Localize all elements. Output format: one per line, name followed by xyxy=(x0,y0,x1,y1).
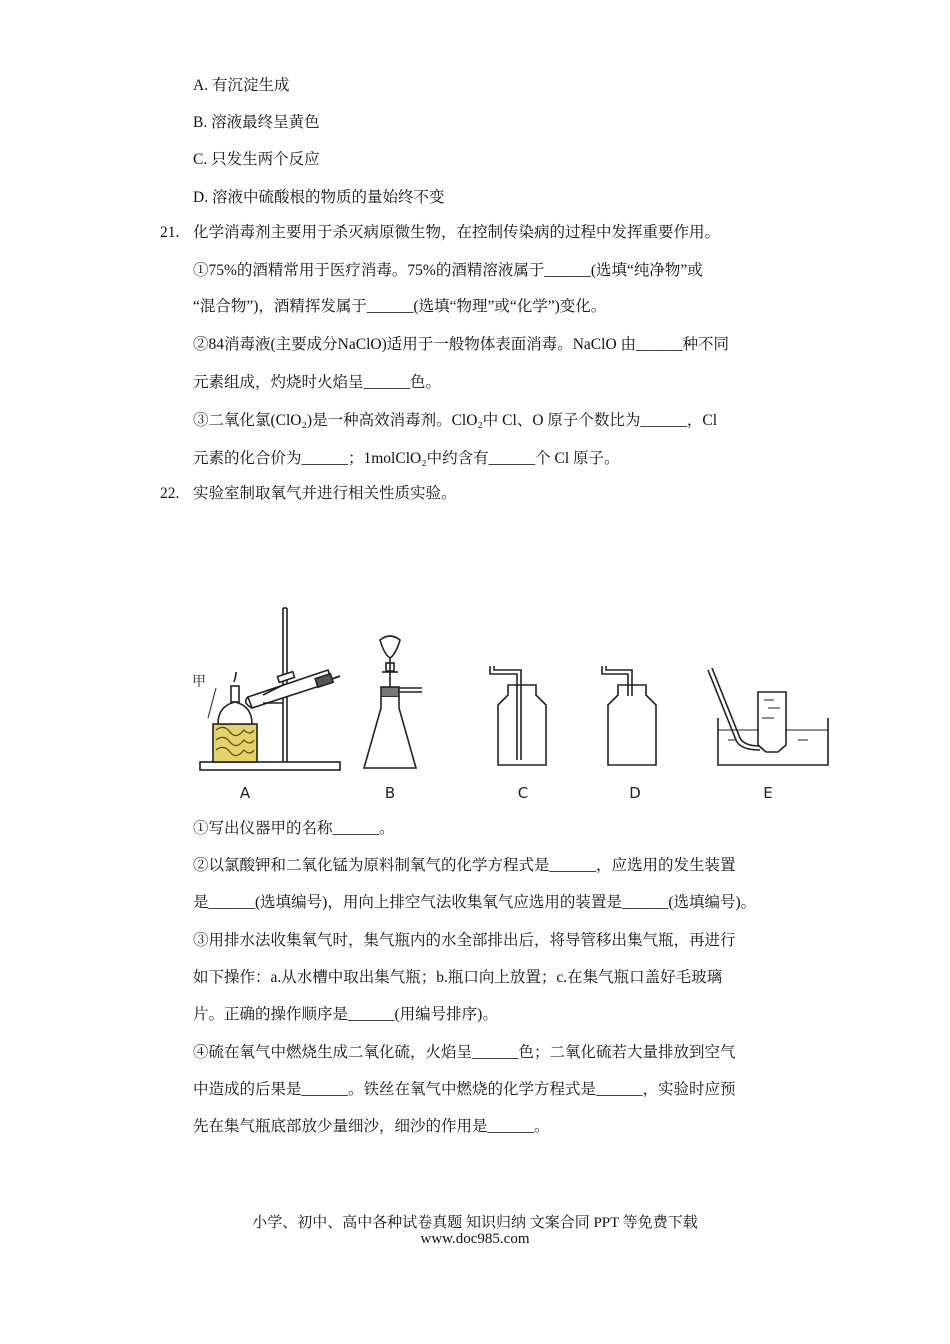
question-22-number: 22. xyxy=(160,485,180,502)
option-c: C. 只发生两个反应 xyxy=(193,151,320,168)
question-21-line: ③二氧化氯(ClO₂)是一种高效消毒剂。ClO₂中 Cl、O 原子个数比为______，Cl xyxy=(193,412,718,429)
apparatus-label: C xyxy=(517,784,529,802)
question-21-stem: 化学消毒剂主要用于杀灭病原微生物，在控制传染病的过程中发挥重要作用。 xyxy=(193,224,721,241)
footer-text: 小学、初中、高中各种试卷真题 知识归纳 文案合同 PPT 等免费下载 xyxy=(252,1215,698,1231)
apparatus-label: D xyxy=(629,784,641,802)
lab-apparatus-figure xyxy=(188,600,848,810)
question-22-line: ①写出仪器甲的名称______。 xyxy=(193,820,395,837)
question-22-line: 片。正确的操作顺序是______(用编号排序)。 xyxy=(193,1006,498,1023)
apparatus-b xyxy=(364,636,422,768)
apparatus-d xyxy=(602,666,656,765)
question-22-line: 是______(选填编号)，用向上排空气法收集氧气应选用的装置是______(选填编号)。 xyxy=(193,894,757,911)
question-21-number: 21. xyxy=(160,224,180,241)
question-22-line: 中造成的后果是______。铁丝在氧气中燃烧的化学方程式是______，实验时应预 xyxy=(193,1081,736,1098)
question-21-line: 元素组成，灼烧时火焰呈______色。 xyxy=(193,374,442,391)
apparatus-e xyxy=(708,668,828,765)
question-21-line: ②84消毒液(主要成分NaClO)适用于一般物体表面消毒。NaClO 由______种不同 xyxy=(193,336,730,353)
question-22-line: 如下操作：a.从水槽中取出集气瓶；b.瓶口向上放置；c.在集气瓶口盖好毛玻璃 xyxy=(193,969,723,986)
apparatus-label: A xyxy=(239,784,251,802)
apparatus-label: B xyxy=(384,784,396,802)
question-22-line: ③用排水法收集氧气时，集气瓶内的水全部排出后，将导管移出集气瓶，再进行 xyxy=(193,932,736,949)
question-22-line: 先在集气瓶底部放少量细沙，细沙的作用是______。 xyxy=(193,1118,550,1135)
question-21-line: ①75%的酒精常用于医疗消毒。75%的酒精溶液属于______(选填“纯净物”或 xyxy=(193,262,703,279)
apparatus-label: E xyxy=(763,784,773,802)
question-22-stem: 实验室制取氧气并进行相关性质实验。 xyxy=(193,485,457,502)
question-21-line: 元素的化合价为______；1molClO₂中约含有______个 Cl 原子。 xyxy=(193,450,620,467)
apparatus-a xyxy=(200,608,340,770)
option-a: A. 有沉淀生成 xyxy=(193,77,290,94)
label-jia: 甲 xyxy=(192,674,206,690)
question-22-line: ②以氯酸钾和二氧化锰为原料制氧气的化学方程式是______，应选用的发生装置 xyxy=(193,857,736,874)
apparatus-c xyxy=(490,666,546,765)
question-21-line: “混合物”)，酒精挥发属于______(选填“物理”或“化学”)变化。 xyxy=(193,298,607,315)
footer-url[interactable]: www.doc985.com xyxy=(420,1231,530,1247)
question-22-line: ④硫在氧气中燃烧生成二氧化硫，火焰呈______色；二氧化硫若大量排放到空气 xyxy=(193,1044,736,1061)
option-d: D. 溶液中硫酸根的物质的量始终不变 xyxy=(193,189,445,206)
option-b: B. 溶液最终呈黄色 xyxy=(193,114,320,131)
